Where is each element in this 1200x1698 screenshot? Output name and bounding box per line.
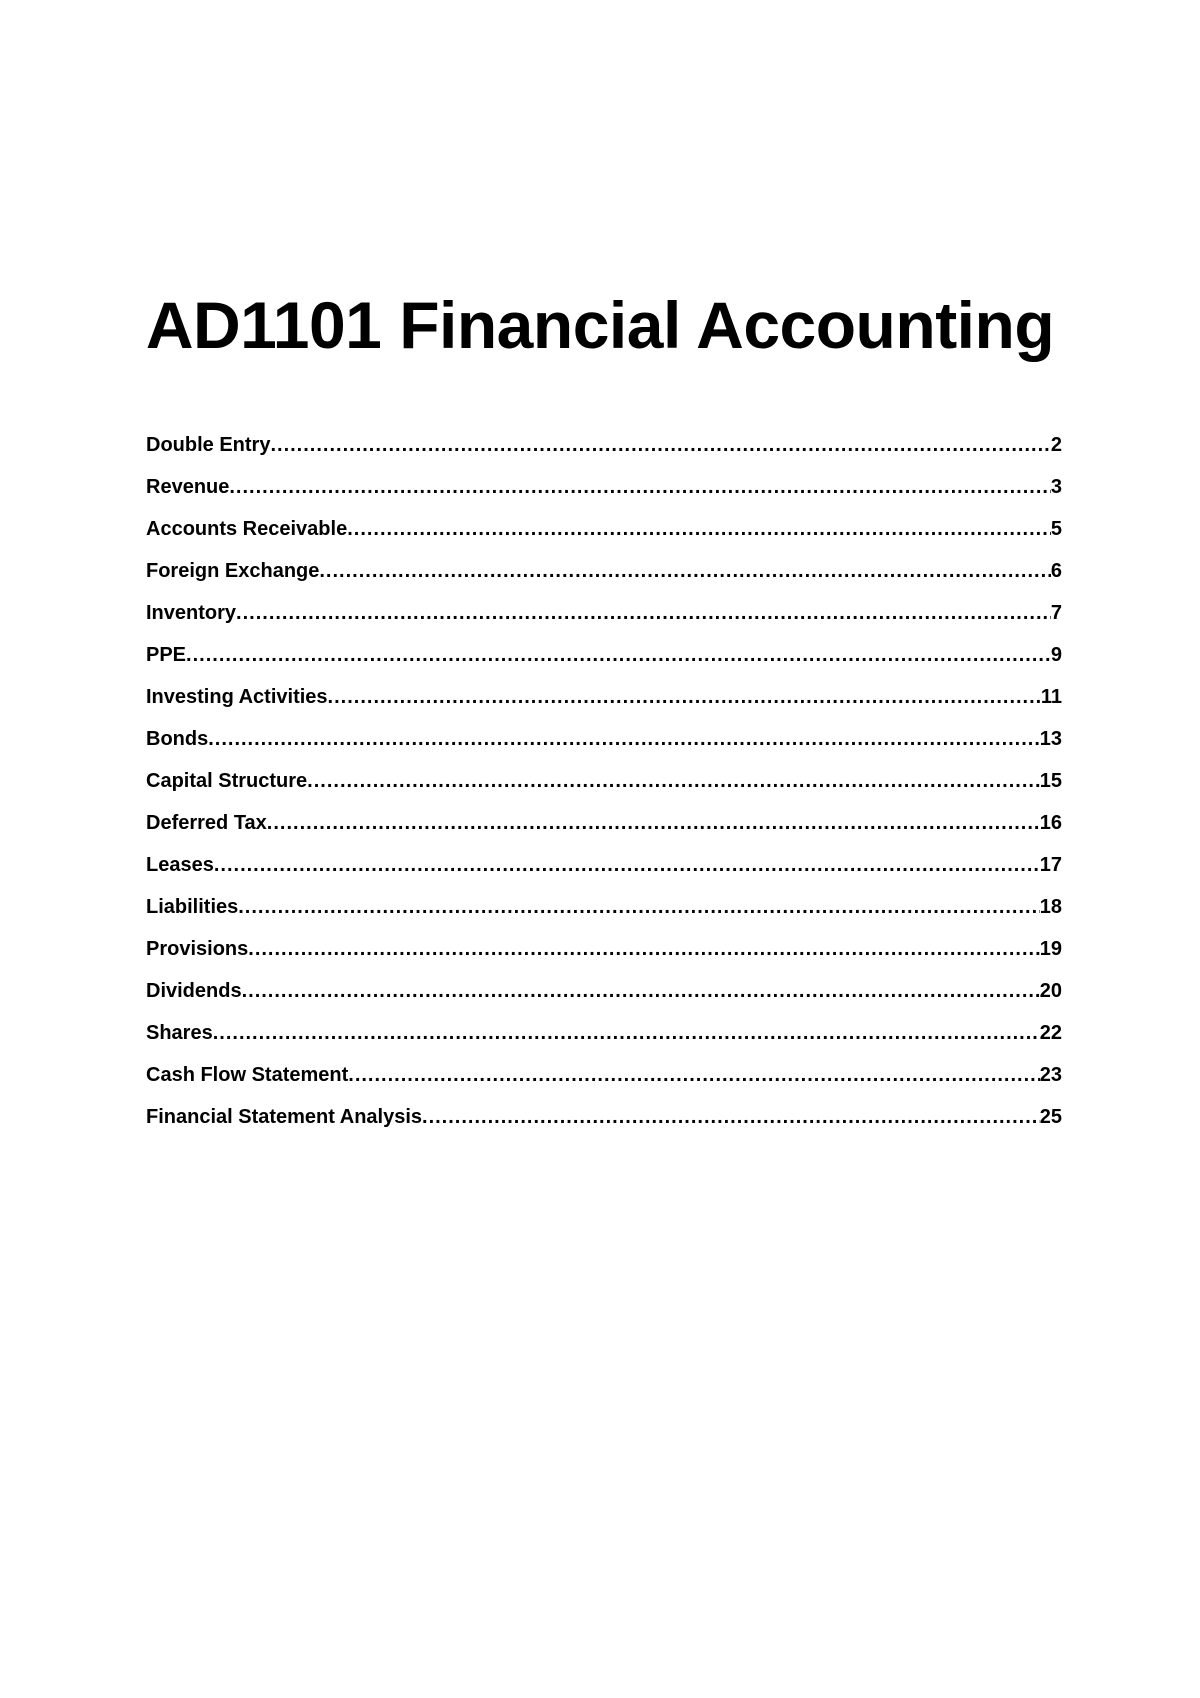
toc-page-number: 13 — [1039, 728, 1062, 750]
toc-dot-leader — [422, 1096, 1040, 1138]
toc-page-number: 16 — [1039, 812, 1062, 834]
toc-page-number: 3 — [1050, 476, 1062, 498]
toc-dot-leader — [236, 592, 1051, 634]
toc-entry-label: PPE — [146, 644, 187, 666]
toc-entry[interactable] — [146, 466, 1062, 508]
toc-entry[interactable] — [146, 844, 1062, 886]
toc-page-number: 25 — [1039, 1106, 1062, 1128]
toc-dot-leader — [347, 508, 1051, 550]
toc-entry[interactable] — [146, 802, 1062, 844]
toc-entry[interactable] — [146, 550, 1062, 592]
toc-dot-leader — [267, 802, 1040, 844]
toc-entry[interactable] — [146, 592, 1062, 634]
toc-entry-label: Liabilities — [146, 896, 239, 918]
toc-entry-label: Dividends — [146, 980, 242, 1002]
toc-dot-leader — [270, 424, 1050, 466]
toc-dot-leader — [238, 886, 1040, 928]
toc-page-number: 2 — [1050, 434, 1062, 456]
toc-page-number: 5 — [1050, 518, 1062, 540]
document-title: AD1101 Financial Accounting — [145, 288, 1055, 362]
toc-dot-leader — [248, 928, 1039, 970]
toc-entry[interactable] — [146, 676, 1062, 718]
toc-entry[interactable] — [146, 970, 1062, 1012]
toc-dot-leader — [328, 676, 1041, 718]
table-of-contents — [146, 424, 1062, 1138]
toc-entry-label: Financial Statement Analysis — [146, 1106, 423, 1128]
toc-entry-label: Double Entry — [146, 434, 271, 456]
toc-entry-label: Provisions — [146, 938, 249, 960]
toc-page-number: 15 — [1039, 770, 1062, 792]
toc-entry[interactable] — [146, 424, 1062, 466]
toc-entry-label: Bonds — [146, 728, 209, 750]
toc-page-number: 18 — [1039, 896, 1062, 918]
toc-page-number: 17 — [1039, 854, 1062, 876]
toc-entry[interactable] — [146, 1012, 1062, 1054]
toc-entry[interactable] — [146, 718, 1062, 760]
toc-entry-label: Inventory — [146, 602, 237, 624]
toc-page-number: 22 — [1039, 1022, 1062, 1044]
toc-page-number: 23 — [1039, 1064, 1062, 1086]
toc-entry-label: Investing Activities — [146, 686, 328, 708]
toc-entry[interactable] — [146, 634, 1062, 676]
toc-entry[interactable] — [146, 1054, 1062, 1096]
toc-dot-leader — [307, 760, 1040, 802]
toc-entry-label: Shares — [146, 1022, 213, 1044]
toc-entry-label: Capital Structure — [146, 770, 308, 792]
toc-dot-leader — [186, 634, 1051, 676]
toc-entry-label: Foreign Exchange — [146, 560, 320, 582]
toc-entry[interactable] — [146, 1096, 1062, 1138]
toc-dot-leader — [229, 466, 1051, 508]
toc-dot-leader — [213, 1012, 1040, 1054]
toc-entry-label: Deferred Tax — [146, 812, 267, 834]
toc-dot-leader — [242, 970, 1040, 1012]
toc-page-number: 19 — [1039, 938, 1062, 960]
toc-entry-label: Revenue — [146, 476, 230, 498]
toc-page-number: 6 — [1050, 560, 1062, 582]
toc-entry[interactable] — [146, 508, 1062, 550]
toc-entry[interactable] — [146, 886, 1062, 928]
toc-dot-leader — [208, 718, 1040, 760]
toc-page-number: 11 — [1040, 686, 1062, 708]
toc-page-number: 7 — [1050, 602, 1062, 624]
toc-page-number: 9 — [1050, 644, 1062, 666]
toc-entry-label: Cash Flow Statement — [146, 1064, 349, 1086]
toc-entry-label: Leases — [146, 854, 214, 876]
toc-page-number: 20 — [1039, 980, 1062, 1002]
toc-dot-leader — [214, 844, 1040, 886]
toc-entry[interactable] — [146, 760, 1062, 802]
toc-entry-label: Accounts Receivable — [146, 518, 348, 540]
toc-entry[interactable] — [146, 928, 1062, 970]
toc-dot-leader — [319, 550, 1051, 592]
toc-dot-leader — [348, 1054, 1039, 1096]
